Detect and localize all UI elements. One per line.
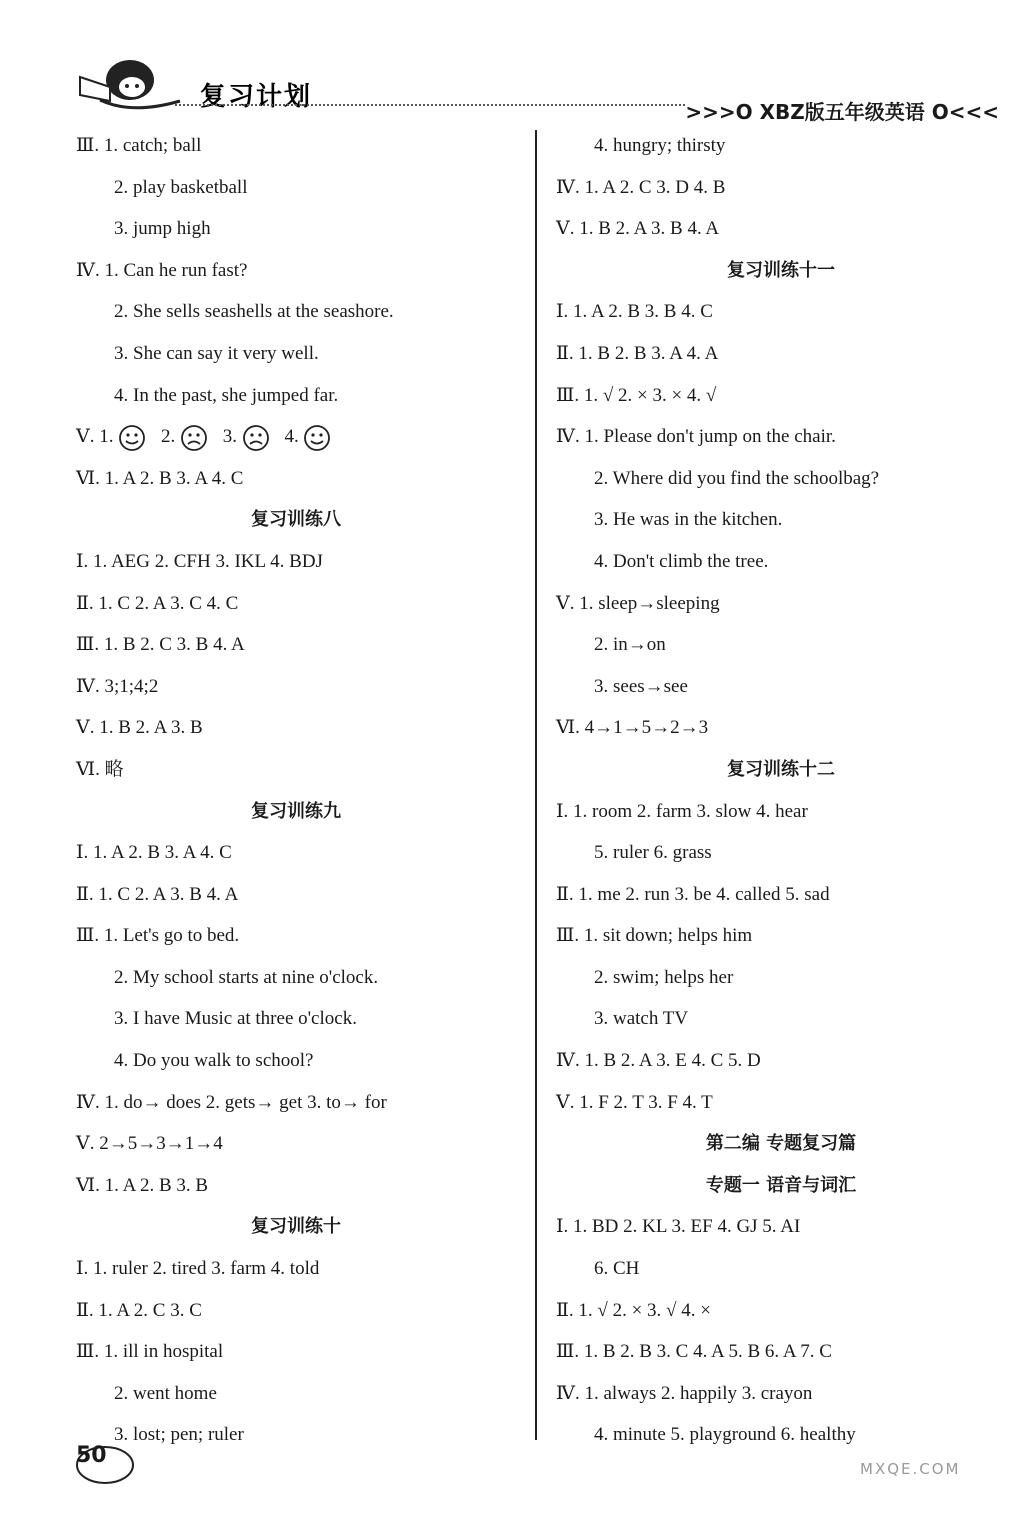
- answer-line: Ⅲ. 1. catch; ball: [76, 135, 202, 156]
- answer-line: 3. watch TV: [594, 1008, 689, 1030]
- answer-line: 3. I have Music at three o'clock.: [114, 1008, 357, 1030]
- section-heading: 复习训练八: [251, 509, 341, 531]
- faces-prefix: Ⅴ. 1.: [76, 426, 114, 448]
- answer-line: Ⅰ. 1. A 2. B 3. B 4. C: [556, 301, 713, 323]
- answer-line: Ⅳ. 3;1;4;2: [76, 675, 159, 697]
- answer-line: Ⅰ. 1. room 2. farm 3. slow 4. hear: [556, 800, 808, 822]
- header-rule: [175, 104, 685, 106]
- answer-line: 2. Where did you find the schoolbag?: [594, 467, 880, 489]
- answer-line: Ⅱ. 1. me 2. run 3. be 4. called 5. sad: [556, 883, 830, 905]
- face-label: 2.: [160, 426, 176, 448]
- answer-line: 2. She sells seashells at the seashore.: [114, 301, 394, 323]
- answer-line: Ⅵ. 1. A 2. B 3. B: [76, 1174, 209, 1196]
- part-heading: 第二编 专题复习篇: [705, 1133, 857, 1155]
- answer-line: Ⅴ. 1. sleep→sleeping: [556, 592, 720, 614]
- answer-line: Ⅴ. 1. F 2. T 3. F 4. T: [556, 1091, 713, 1113]
- answer-line: Ⅵ. 1. A 2. B 3. A 4. C: [76, 467, 244, 489]
- answer-line: Ⅱ. 1. A 2. C 3. C: [76, 1299, 202, 1321]
- section-heading: 复习训练十一: [727, 259, 835, 281]
- answer-line: Ⅳ. 1. Can he run fast?: [76, 259, 248, 281]
- column-divider: [535, 130, 537, 1440]
- answer-line: Ⅰ. 1. AEG 2. CFH 3. IKL 4. BDJ: [76, 550, 323, 572]
- answer-line: Ⅱ. 1. B 2. B 3. A 4. A: [556, 342, 719, 364]
- right-column: [556, 125, 1006, 1456]
- answer-line: 2. went home: [114, 1382, 217, 1404]
- answer-line: Ⅳ. 1. do→ does 2. gets→ get 3. to→ for: [76, 1091, 387, 1113]
- cartoon-reading-logo-icon: [70, 55, 200, 115]
- answer-line: 3. He was in the kitchen.: [594, 509, 783, 531]
- answer-line: Ⅱ. 1. √ 2. × 3. √ 4. ×: [556, 1299, 711, 1321]
- sad-face-icon: [242, 424, 270, 452]
- answer-line: Ⅲ. 1. sit down; helps him: [556, 925, 753, 947]
- answer-line: 2. in→on: [594, 634, 666, 656]
- book-series-title: 复习计划: [200, 82, 313, 112]
- answer-line: 2. swim; helps her: [594, 966, 734, 988]
- answer-line: 4. Don't climb the tree.: [594, 550, 769, 572]
- answer-line: Ⅵ. 4→1→5→2→3: [556, 717, 709, 739]
- answer-line: 5. ruler 6. grass: [594, 842, 712, 864]
- section-heading: 复习训练十: [251, 1216, 341, 1238]
- answer-line: 6. CH: [594, 1258, 640, 1280]
- page-number: 50: [76, 1443, 107, 1468]
- answer-line: Ⅱ. 1. C 2. A 3. B 4. A: [76, 883, 239, 905]
- left-column: [76, 125, 516, 1456]
- answer-line: 4. In the past, she jumped far.: [114, 384, 339, 406]
- answer-line: 4. Do you walk to school?: [114, 1050, 314, 1072]
- page-header: [0, 0, 1027, 125]
- topic-heading: 专题一 语音与词汇: [705, 1174, 857, 1196]
- answer-line: Ⅳ. 1. B 2. A 3. E 4. C 5. D: [556, 1050, 761, 1072]
- answer-line: Ⅲ. 1. Let's go to bed.: [76, 925, 240, 947]
- answer-line: 2. play basketball: [114, 176, 248, 198]
- answer-line: Ⅲ. 1. √ 2. × 3. × 4. √: [556, 384, 717, 406]
- face-label: 4.: [284, 426, 299, 448]
- answer-line: Ⅵ. 略: [76, 758, 124, 780]
- answer-line: 3. sees→see: [594, 675, 688, 697]
- happy-face-icon: [303, 424, 331, 452]
- answer-line: 3. jump high: [114, 218, 211, 240]
- answer-line: Ⅴ. 1. B 2. A 3. B: [76, 717, 203, 739]
- answer-line: Ⅰ. 1. BD 2. KL 3. EF 4. GJ 5. AI: [556, 1216, 801, 1238]
- answer-line: Ⅲ. 1. B 2. C 3. B 4. A: [76, 634, 245, 656]
- answer-line: 3. lost; pen; ruler: [114, 1424, 244, 1446]
- happy-face-icon: [118, 424, 146, 452]
- answer-line: Ⅳ. 1. A 2. C 3. D 4. B: [556, 176, 726, 198]
- answer-line: Ⅱ. 1. C 2. A 3. C 4. C: [76, 592, 239, 614]
- answer-line: Ⅰ. 1. ruler 2. tired 3. farm 4. told: [76, 1258, 320, 1280]
- answer-line: 4. hungry; thirsty: [594, 135, 726, 156]
- answer-line: 4. minute 5. playground 6. healthy: [594, 1424, 856, 1446]
- watermark: MXQE.COM: [860, 1460, 961, 1478]
- book-edition-title: >>>O XBZ版五年级英语 O<<<: [685, 100, 999, 124]
- section-heading: 复习训练九: [251, 800, 341, 822]
- sad-face-icon: [180, 424, 208, 452]
- answer-line: Ⅳ. 1. always 2. happily 3. crayon: [556, 1382, 813, 1404]
- answer-line: Ⅳ. 1. Please don't jump on the chair.: [556, 426, 836, 448]
- answer-line: Ⅰ. 1. A 2. B 3. A 4. C: [76, 842, 232, 864]
- answer-line: Ⅲ. 1. B 2. B 3. C 4. A 5. B 6. A 7. C: [556, 1341, 832, 1363]
- answer-line: Ⅴ. 1. B 2. A 3. B 4. A: [556, 218, 720, 240]
- section-heading: 复习训练十二: [727, 758, 835, 780]
- face-label: 3.: [222, 426, 237, 448]
- answer-line: Ⅲ. 1. ill in hospital: [76, 1341, 224, 1363]
- answer-line: 3. She can say it very well.: [114, 342, 319, 364]
- answer-line: Ⅴ. 2→5→3→1→4: [76, 1133, 223, 1155]
- answer-line: 2. My school starts at nine o'clock.: [114, 966, 379, 988]
- faces-answer-line: [76, 416, 516, 458]
